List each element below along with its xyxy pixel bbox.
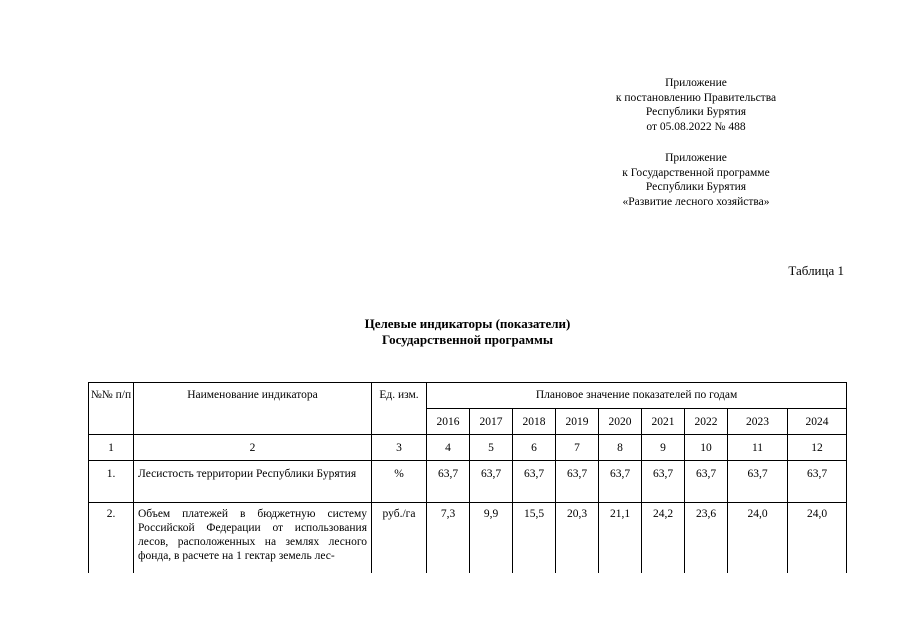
row-value: 63,7 — [728, 461, 788, 503]
header-year: 2023 — [728, 409, 788, 435]
annex-decree-line: Приложение — [665, 77, 727, 89]
row-indicator-name: Объем платежей в бюджетную систему Российской Федерации от использования лесов, расположенных на землях лесного фонда, в расчете на 1 гектар земель лес- — [134, 503, 372, 573]
header-year: 2016 — [427, 409, 470, 435]
column-number: 5 — [470, 435, 513, 461]
row-value: 63,7 — [599, 461, 642, 503]
row-value: 23,6 — [685, 503, 728, 573]
header-year: 2020 — [599, 409, 642, 435]
annex-decree — [560, 76, 832, 134]
annex-program-line: Республики Бурятия — [645, 181, 747, 193]
row-value: 24,0 — [788, 503, 847, 573]
row-value: 21,1 — [599, 503, 642, 573]
row-unit: руб./га — [372, 503, 427, 573]
row-value: 63,7 — [513, 461, 556, 503]
annex-program — [560, 151, 832, 209]
header-plan: Плановое значение показателей по годам — [427, 383, 847, 409]
annex-program-line: Приложение — [665, 152, 727, 164]
header-year: 2017 — [470, 409, 513, 435]
column-number: 9 — [642, 435, 685, 461]
column-number: 1 — [89, 435, 134, 461]
annex-decree-line: Республики Бурятия — [645, 106, 747, 118]
column-number: 3 — [372, 435, 427, 461]
row-value: 20,3 — [556, 503, 599, 573]
row-unit: % — [372, 461, 427, 503]
column-number: 2 — [134, 435, 372, 461]
row-num: 2. — [89, 503, 134, 573]
column-number: 11 — [728, 435, 788, 461]
row-value: 63,7 — [427, 461, 470, 503]
row-value: 63,7 — [642, 461, 685, 503]
column-number: 4 — [427, 435, 470, 461]
header-year: 2024 — [788, 409, 847, 435]
annex-decree-line: к постановлению Правительства — [615, 91, 777, 104]
header-unit: Ед. изм. — [372, 383, 427, 435]
title-line-1: Целевые индикаторы (показатели) — [364, 316, 571, 331]
header-year: 2021 — [642, 409, 685, 435]
row-num: 1. — [89, 461, 134, 503]
header-name: Наименование индикатора — [134, 383, 372, 435]
row-value: 63,7 — [556, 461, 599, 503]
table-header-row — [89, 383, 847, 409]
column-number: 6 — [513, 435, 556, 461]
title-line-2: Государственной программы — [381, 332, 554, 347]
row-value: 63,7 — [470, 461, 513, 503]
annex-program-line: к Государственной программе — [622, 166, 770, 179]
table-row — [89, 461, 847, 503]
header-num: №№ п/п — [89, 383, 134, 435]
page-title — [0, 316, 905, 348]
indicators-table — [88, 382, 847, 573]
row-value: 63,7 — [788, 461, 847, 503]
annex-program-line: «Развитие лесного хозяйства» — [622, 195, 770, 208]
header-year: 2018 — [513, 409, 556, 435]
annex-decree-line: от 05.08.2022 № 488 — [646, 120, 746, 133]
header-year: 2022 — [685, 409, 728, 435]
row-value: 24,2 — [642, 503, 685, 573]
column-numbers-row — [89, 435, 847, 461]
table-row — [89, 503, 847, 573]
column-number: 8 — [599, 435, 642, 461]
row-value: 7,3 — [427, 503, 470, 573]
row-indicator-name: Лесистость территории Республики Бурятия — [134, 461, 372, 503]
header-year: 2019 — [556, 409, 599, 435]
column-number: 10 — [685, 435, 728, 461]
row-value: 9,9 — [470, 503, 513, 573]
table-label: Таблица 1 — [788, 263, 844, 278]
row-value: 24,0 — [728, 503, 788, 573]
row-value: 15,5 — [513, 503, 556, 573]
row-value: 63,7 — [685, 461, 728, 503]
column-number: 7 — [556, 435, 599, 461]
column-number: 12 — [788, 435, 847, 461]
